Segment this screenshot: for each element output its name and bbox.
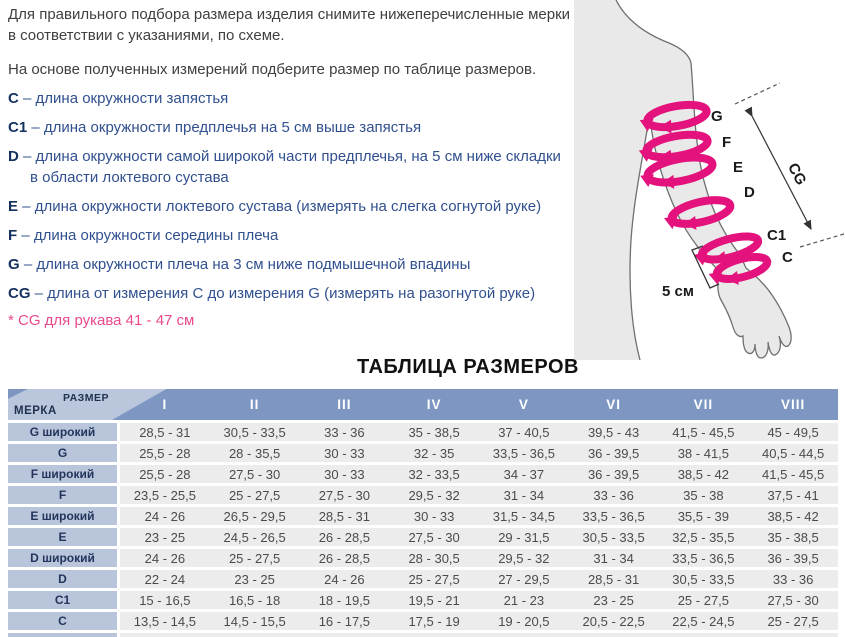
size-range-cell: 35,5 - 39 (659, 507, 749, 525)
size-range-cell: 35 - 38,5 (748, 528, 838, 546)
cutoff-row (8, 633, 838, 637)
size-table (8, 386, 838, 637)
column-header: IV (389, 389, 479, 420)
column-header: VIII (748, 389, 838, 420)
size-range-cell: 23 - 25 (569, 591, 659, 609)
size-range-cell: 29 - 31,5 (479, 528, 569, 546)
row-label: C1 (8, 591, 120, 609)
size-range-cell: 33 - 36 (300, 423, 390, 441)
size-range-cell: 27 - 29,5 (479, 570, 569, 588)
size-range-cell: 30,5 - 33,5 (210, 423, 300, 441)
size-range-cell: 25 - 27,5 (659, 591, 749, 609)
size-range-cell: 33,5 - 36,5 (569, 507, 659, 525)
measurement-definitions (8, 88, 573, 304)
size-range-cell: 35 - 38,5 (389, 423, 479, 441)
size-range-cell: 24 - 26 (300, 570, 390, 588)
size-range-cell: 23 - 25 (120, 528, 210, 546)
size-range-cell: 23 - 25 (210, 570, 300, 588)
size-range-cell: 25 - 27,5 (748, 612, 838, 630)
table-row (8, 570, 838, 588)
size-range-cell: 30,5 - 33,5 (569, 528, 659, 546)
size-range-cell: 19 - 20,5 (479, 612, 569, 630)
size-range-cell: 39,5 - 43 (569, 423, 659, 441)
size-range-cell: 25 - 27,5 (210, 549, 300, 567)
dashed-line-bottom (800, 234, 844, 247)
size-range-cell: 28,5 - 31 (120, 423, 210, 441)
size-range-cell: 31 - 34 (479, 486, 569, 504)
size-range-cell: 28 - 35,5 (210, 444, 300, 462)
size-range-cell: 31 - 34 (569, 549, 659, 567)
size-range-cell: 24 - 26 (120, 507, 210, 525)
row-label: C (8, 612, 120, 630)
size-range-cell: 41,5 - 45,5 (748, 465, 838, 483)
size-range-cell: 23,5 - 25,5 (120, 486, 210, 504)
table-row (8, 444, 838, 462)
table-row (8, 549, 838, 567)
dashed-line-top (735, 83, 780, 104)
table-row (8, 486, 838, 504)
size-range-cell: 26 - 28,5 (300, 528, 390, 546)
size-range-cell (748, 633, 838, 637)
table-row (8, 423, 838, 441)
size-range-cell: 32,5 - 35,5 (659, 528, 749, 546)
size-range-cell: 30 - 33 (300, 465, 390, 483)
size-range-cell: 37 - 40,5 (479, 423, 569, 441)
size-range-cell (659, 633, 749, 637)
row-label: D (8, 570, 120, 588)
size-range-cell: 27,5 - 30 (300, 486, 390, 504)
row-label: E (8, 528, 120, 546)
size-range-cell: 24,5 - 26,5 (210, 528, 300, 546)
intro-paragraph-1: Для правильного подбора размера изделия снимите нижеперечисленные мерки в соответствии с указаниями, по схеме. (8, 6, 571, 44)
table-row (8, 465, 838, 483)
size-range-cell: 33 - 36 (569, 486, 659, 504)
row-label: E широкий (8, 507, 120, 525)
size-range-cell: 30 - 33 (389, 507, 479, 525)
size-range-cell: 35 - 38 (659, 486, 749, 504)
row-label: G (8, 444, 120, 462)
size-range-cell (389, 633, 479, 637)
size-table-title: ТАБЛИЦА РАЗМЕРОВ (357, 356, 579, 378)
measurement-definition: CG – длина от измерения C до измерения G (измерять на разогнутой руке) (8, 285, 536, 302)
size-range-cell: 25 - 27,5 (389, 570, 479, 588)
cg-arrow-label: CG (784, 160, 810, 189)
size-range-cell: 24 - 26 (120, 549, 210, 567)
size-range-cell: 29,5 - 32 (389, 486, 479, 504)
size-range-cell: 28,5 - 31 (569, 570, 659, 588)
size-range-cell: 40,5 - 44,5 (748, 444, 838, 462)
size-range-cell: 19,5 - 21 (389, 591, 479, 609)
corner-label-measure: МЕРКА (14, 405, 57, 417)
size-range-cell: 38,5 - 42 (659, 465, 749, 483)
size-range-cell: 30,5 - 33,5 (659, 570, 749, 588)
corner-cell (8, 389, 120, 420)
row-label: F (8, 486, 120, 504)
table-row (8, 612, 838, 630)
measurement-definition: D – длина окружности самой широкой части предплечья, на 5 см ниже складки в области локтевого сустава (8, 148, 561, 186)
size-range-cell (300, 633, 390, 637)
diagram-label-d: D (744, 184, 755, 201)
size-range-cell: 38 - 41,5 (659, 444, 749, 462)
column-header: VII (659, 389, 749, 420)
table-row (8, 528, 838, 546)
size-table-header-row (8, 389, 838, 420)
column-header: III (300, 389, 390, 420)
column-header: VI (569, 389, 659, 420)
arm-diagram-svg (570, 0, 845, 360)
intro-paragraph-2: На основе полученных измерений подберите размер по таблице размеров. (8, 61, 537, 78)
size-range-cell: 27,5 - 30 (210, 465, 300, 483)
size-range-cell: 17,5 - 19 (389, 612, 479, 630)
size-range-cell: 22,5 - 24,5 (659, 612, 749, 630)
size-range-cell: 26 - 28,5 (300, 549, 390, 567)
measurement-definition: F – длина окружности середины плеча (8, 227, 279, 244)
size-range-cell: 38,5 - 42 (748, 507, 838, 525)
row-label: G широкий (8, 423, 120, 441)
arm-measurement-illustration (570, 0, 845, 360)
measurement-definition: G – длина окружности плеча на 3 см ниже подмышечной впадины (8, 256, 471, 273)
size-range-cell: 16,5 - 18 (210, 591, 300, 609)
size-range-cell: 16 - 17,5 (300, 612, 390, 630)
size-range-cell: 18 - 19,5 (300, 591, 390, 609)
measurement-definition: C1 – длина окружности предплечья на 5 см выше запястья (8, 119, 422, 136)
size-range-cell: 33,5 - 36,5 (659, 549, 749, 567)
size-range-cell: 25 - 27,5 (210, 486, 300, 504)
size-range-cell: 27,5 - 30 (748, 591, 838, 609)
size-range-cell: 37,5 - 41 (748, 486, 838, 504)
size-range-cell: 28,5 - 31 (300, 507, 390, 525)
five-cm-label: 5 см (662, 283, 694, 300)
size-range-cell: 32 - 33,5 (389, 465, 479, 483)
size-range-cell: 45 - 49,5 (748, 423, 838, 441)
size-range-cell: 36 - 39,5 (569, 444, 659, 462)
size-range-cell (569, 633, 659, 637)
measurement-definition: E – длина окружности локтевого сустава (измерять на слегка согнутой руке) (8, 198, 542, 215)
diagram-label-c: C (782, 249, 793, 266)
size-range-cell: 25,5 - 28 (120, 444, 210, 462)
size-range-cell: 22 - 24 (120, 570, 210, 588)
row-label: F широкий (8, 465, 120, 483)
row-label: D широкий (8, 549, 120, 567)
column-header: II (210, 389, 300, 420)
size-range-cell: 30 - 33 (300, 444, 390, 462)
row-label (8, 633, 120, 637)
size-range-cell (210, 633, 300, 637)
size-range-cell (120, 633, 210, 637)
size-range-cell: 29,5 - 32 (479, 549, 569, 567)
table-row (8, 591, 838, 609)
table-row (8, 507, 838, 525)
size-range-cell: 33 - 36 (748, 570, 838, 588)
size-range-cell: 26,5 - 29,5 (210, 507, 300, 525)
instructions-block (8, 4, 573, 329)
size-range-cell: 32 - 35 (389, 444, 479, 462)
size-range-cell: 14,5 - 15,5 (210, 612, 300, 630)
size-range-cell (479, 633, 569, 637)
size-range-cell: 28 - 30,5 (389, 549, 479, 567)
size-range-cell: 13,5 - 14,5 (120, 612, 210, 630)
size-range-cell: 20,5 - 22,5 (569, 612, 659, 630)
size-range-cell: 21 - 23 (479, 591, 569, 609)
size-range-cell: 25,5 - 28 (120, 465, 210, 483)
size-range-cell: 41,5 - 45,5 (659, 423, 749, 441)
column-header: V (479, 389, 569, 420)
diagram-label-f: F (722, 134, 732, 151)
diagram-label-c1: C1 (767, 227, 787, 244)
size-range-cell: 36 - 39,5 (748, 549, 838, 567)
diagram-label-g: G (711, 108, 723, 125)
corner-label-size: РАЗМЕР (63, 392, 109, 404)
size-range-cell: 31,5 - 34,5 (479, 507, 569, 525)
size-range-cell: 33,5 - 36,5 (479, 444, 569, 462)
column-header: I (120, 389, 210, 420)
size-range-cell: 15 - 16,5 (120, 591, 210, 609)
size-range-cell: 34 - 37 (479, 465, 569, 483)
cg-note: * CG для рукава 41 - 47 см (8, 312, 195, 329)
size-range-cell: 27,5 - 30 (389, 528, 479, 546)
measurement-definition: C – длина окружности запястья (8, 90, 229, 107)
diagram-label-e: E (733, 159, 744, 176)
size-range-cell: 36 - 39,5 (569, 465, 659, 483)
